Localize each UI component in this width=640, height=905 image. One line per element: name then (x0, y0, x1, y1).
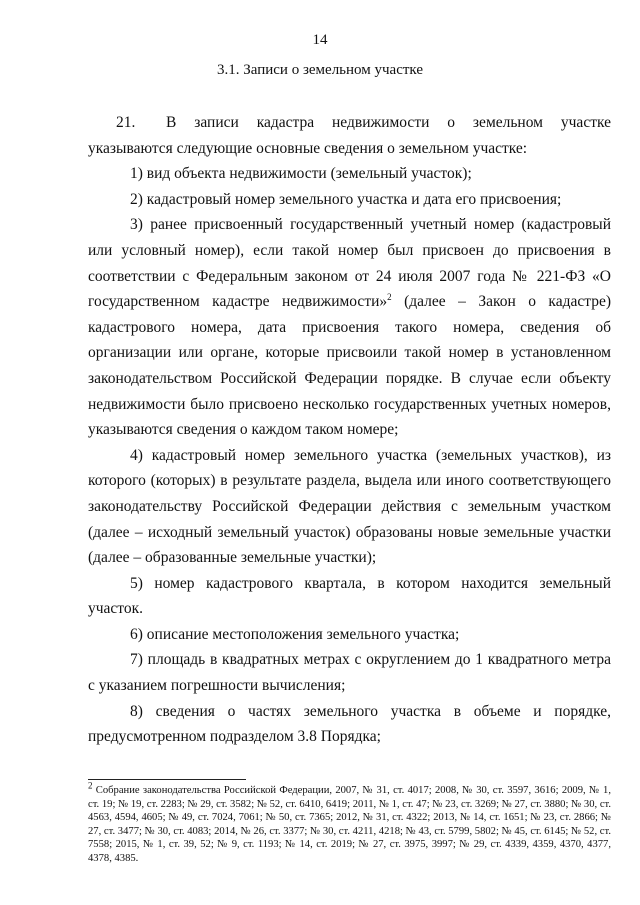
section-title: 3.1. Записи о земельном участке (217, 62, 423, 78)
list-item: 5) номер кадастрового квартала, в котором находится земельный участок. (88, 574, 611, 618)
list-item: 4) кадастровый номер земельного участка (земельных участков), из которого (которых) в результате раздела, выдела или иного соответствующего законодательству Российской Федерации действия с земельным участком (далее – исходный земельный участок) образованы новые земельные участки (далее – образованные земельные участки); (88, 446, 611, 567)
clause-number: 21. (116, 114, 136, 131)
list-item: 2) кадастровый номер земельного участка и дата его присвоения; (130, 190, 562, 208)
footnote (88, 780, 611, 866)
list-item: 8) сведения о частях земельного участка в объеме и порядке, предусмотренном подразделом 3.8 Порядка; (88, 702, 611, 746)
footnote-reference: 2 (387, 292, 392, 302)
footnote-text: Собрание законодательства Российской Федерации, 2007, № 31, ст. 4017; 2008, № 30, ст. 3597, 3616; 2009, № 1, ст. 19; № 19, ст. 2283; № 29, ст. 3582; № 52, ст. 6410, 6419; 2011, № 1, ст. 47; № 23, ст. 3269; № 27, ст. 3880; № 30, ст. 4563, 4594, 4605; № 49, ст. 7024, 7061; № 50, ст. 7365; 2012, № 31, ст. 4322; 2013, № 14, ст. 1651; № 23, ст. 2866; № 27, ст. 3477; № 30, ст. 4083; 2014, № 26, ст. 3377; № 30, ст. 4211, 4218; № 43, ст. 5799, 5802; № 45, ст. 6145; № 52, ст. 7558; 2015, № 1, ст. 39, 52; № 9, ст. 1193; № 14, ст. 2019; № 27, ст. 3975, 3997; № 29, ст. 4339, 4359, 4370, 4377, 4378, 4385. (88, 785, 611, 864)
clause-21 (88, 110, 611, 161)
clause-lead-text: В записи кадастра недвижимости о земельном участке указываются следующие основные сведения о земельном участке: (88, 114, 611, 157)
list-item: 1) вид объекта недвижимости (земельный участок); (130, 165, 472, 183)
list-item (88, 212, 611, 442)
list-item: 7) площадь в квадратных метрах с округлением до 1 квадратного метра с указанием погрешности вычисления; (88, 651, 611, 695)
footnote-mark: 2 (88, 780, 93, 791)
footnote-divider (88, 779, 246, 780)
list-item-text: 3) ранее присвоенный государственный учетный номер (кадастровый или условный номер), если такой номер был присвоен до присвоения в соответствии с Федеральным законом от 24 июля 2007 года № 221-ФЗ «О государственном кадастре недвижимости» (88, 216, 611, 311)
page-number: 14 (312, 32, 328, 48)
list-item: 6) описание местоположения земельного участка; (130, 625, 460, 643)
section-body (88, 110, 611, 750)
list-item-continuation: (далее – Закон о кадастре) кадастрового номера, дата присвоения такого номера, сведения об организации или органе, которые присвоили такой номер в установленном законодательством Российской Федерации порядке. В случае если объекту недвижимости было присвоено несколько государственных учетных номеров, указываются сведения о каждом таком номере; (88, 293, 611, 439)
